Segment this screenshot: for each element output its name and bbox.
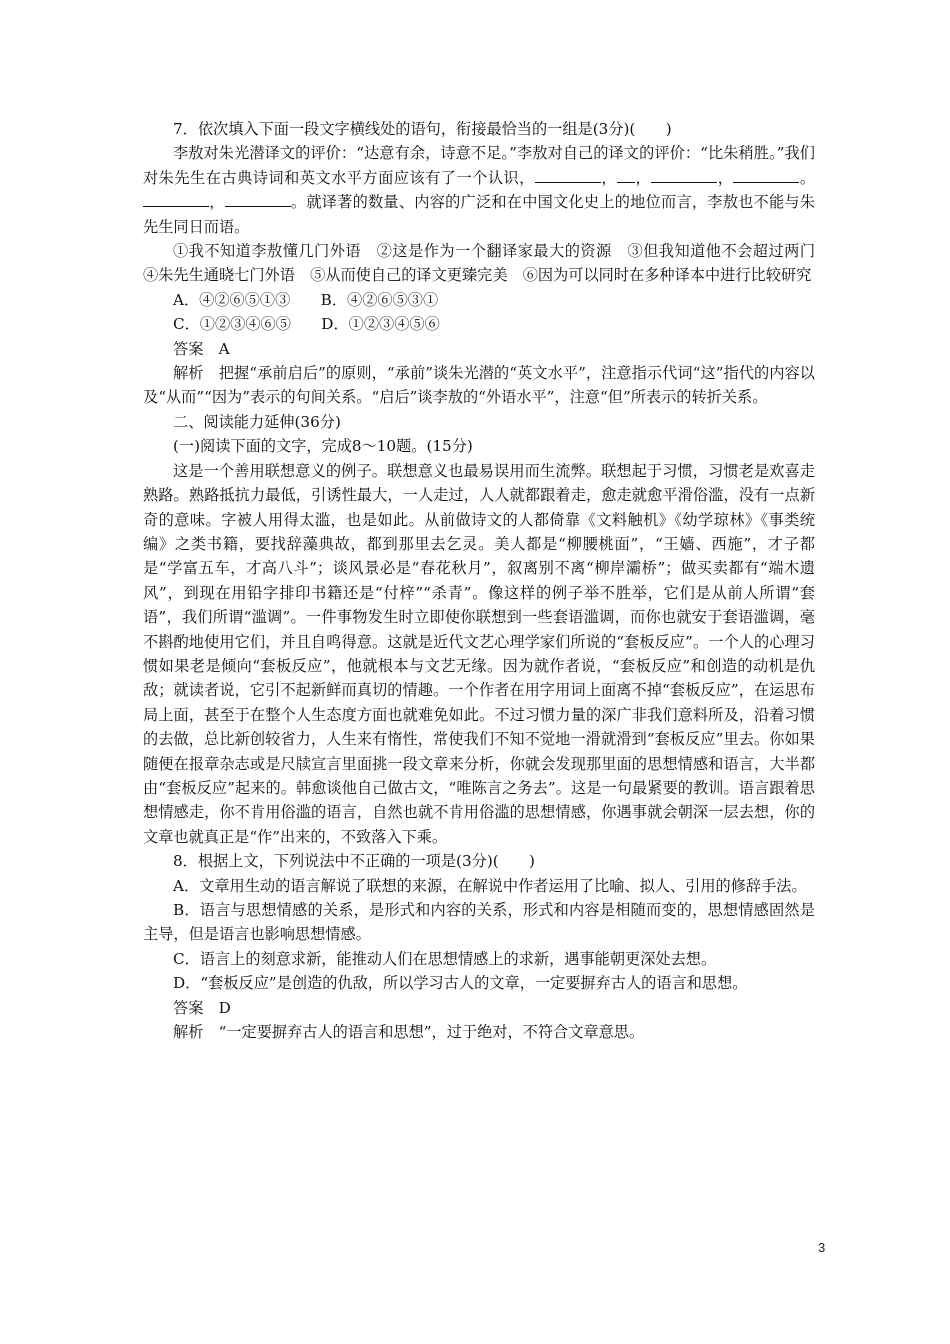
- reading-passage: 这是一个善用联想意义的例子。联想意义也最易误用而生流弊。联想起于习惯，习惯老是欢喜走熟路。熟路抵抗力最低，引诱性最大，一人走过，人人就都跟着走，愈走就愈平滑俗滥，没有一点新奇的意味。字被人用得太滥，也是如此。从前做诗文的人都倚靠《文料触机》《幼学琼林》《事类统编》之类书籍，要找辞藻典故，都到那里去乞灵。美人都是“柳腰桃面”，“王嫱、西施”，才子都是“学富五车，才高八斗”；谈风景必是“春花秋月”，叙离别不离“柳岸灞桥”；做买卖都有“端木遗风”，到现在用铅字排印书籍还是“付梓”“杀青”。像这样的例子举不胜举，它们是从前人所谓“套语”，我们所谓“滥调”。一件事物发生时立即使你联想到一些套语滥调，而你也就安于套语滥调，毫不斟酌地使用它们，并且自鸣得意。这就是近代文艺心理学家们所说的“套板反应”。一个人的心理习惯如果老是倾向“套板反应”，他就根本与文艺无缘。因为就作者说，“套板反应”和创造的动机是仇敌；就读者说，它引不起新鲜而真切的情趣。一个作者在用字用词上面离不掉“套板反应”，在运思布局上面，甚至于在整个人生态度方面也就难免如此。不过习惯力量的深广非我们意料所及，沿着习惯的去做，总比新创较省力，人生来有惰性，常使我们不知不觉地一滑就滑到“套板反应”里去。你如果随便在报章杂志或是尺牍宣言里面挑一段文章来分析，你就会发现那里面的思想情感和语言，大半都由“套板反应”起来的。韩愈谈他自己做古文，“唯陈言之务去”。这是一句最紧要的教训。语言跟着思想情感走，你不肯用俗滥的语言，自然也就不肯用俗滥的思想情感，你遇事就会朝深一层去想，你的文章也就真正是“作”出来的，不致落入下乘。: [143, 461, 815, 846]
- q7-stem: 7．依次填入下面一段文字横线处的语句，衔接最恰当的一组是(3分)( ): [173, 120, 672, 138]
- q7-options-text: ①我不知道李敖懂几门外语 ②这是作为一个翻译家最大的资源 ③但我知道他不会超过两门 ④朱先生通晓七门外语 ⑤从而使自己的译文更臻完美 ⑥因为可以同时在多种译本中进行比较研究: [143, 242, 831, 285]
- fill-blank-5: [143, 192, 209, 207]
- q7-choices-ab: A．④②⑥⑤①③ B．④②⑥⑤③①: [173, 290, 439, 309]
- page-number: 3: [818, 1240, 826, 1255]
- q8-answer: 答案 D: [173, 998, 231, 1017]
- q7-answer: 答案 A: [173, 339, 230, 358]
- q8-option-b: B．语言与思想情感的关系，是形式和内容的关系，形式和内容是相随而变的，思想情感固然是主导，但是语言也影响思想情感。: [143, 901, 815, 944]
- q8-option-c: C．语言上的刻意求新，能推动人们在思想情感上的求新，遇事能朝更深处去想。: [173, 949, 717, 968]
- separator: ，: [600, 168, 618, 187]
- separator: ，: [717, 168, 734, 187]
- separator: ，: [635, 168, 652, 187]
- q8-stem: 8．根据上文，下列说法中不正确的一项是(3分)( ): [173, 852, 535, 871]
- section2-heading: 二、阅读能力延伸(36分): [173, 412, 341, 431]
- fill-blank-3: [651, 168, 717, 183]
- q7-choices-cd: C．①②③④⑥⑤ D．①②③④⑤⑥: [173, 315, 440, 334]
- fill-blank-2: [617, 168, 635, 183]
- fill-blank-6: [225, 192, 291, 207]
- q8-option-a: A．文章用生动的语言解说了联想的来源，在解说中作者运用了比喻、拟人、引用的修辞手法。: [173, 876, 807, 895]
- q7-passage: [143, 141, 815, 239]
- separator: ，: [209, 193, 225, 212]
- q8-analysis: 解析 “一定要摒弃古人的语言和思想”，过于绝对，不符合文章意思。: [173, 1023, 645, 1042]
- q7-passage-a: 李敖对朱光潜译文的评价：“达意有余，诗意不足。”李敖对自己的译文的评价：“比朱稍胜。”我们对朱先生在古典诗词和英文水平方面应该有了一个认识，: [143, 144, 815, 187]
- separator: 。: [799, 168, 816, 187]
- q8-option-d: D．“套板反应”是创造的仇敌，所以学习古人的文章，一定要摒弃古人的语言和思想。: [173, 974, 748, 993]
- q7-passage-b: 。就译著的数量、内容的广泛和在中国文化史上的地位而言，李敖也不能与朱先生同日而语。: [143, 193, 815, 236]
- q7-analysis: 解析 把握“承前启后”的原则，“承前”谈朱光潜的“英文水平”，注意指示代词“这”指代的内容以及“从而”“因为”表示的句间关系。“启后”谈李敖的“外语水平”，注意“但”所表示的转折关系。: [143, 364, 815, 407]
- fill-blank-1: [535, 168, 601, 183]
- part1-heading: (一)阅读下面的文字，完成8～10题。(15分): [173, 437, 473, 456]
- page-content: [143, 117, 831, 1044]
- fill-blank-4: [733, 168, 799, 183]
